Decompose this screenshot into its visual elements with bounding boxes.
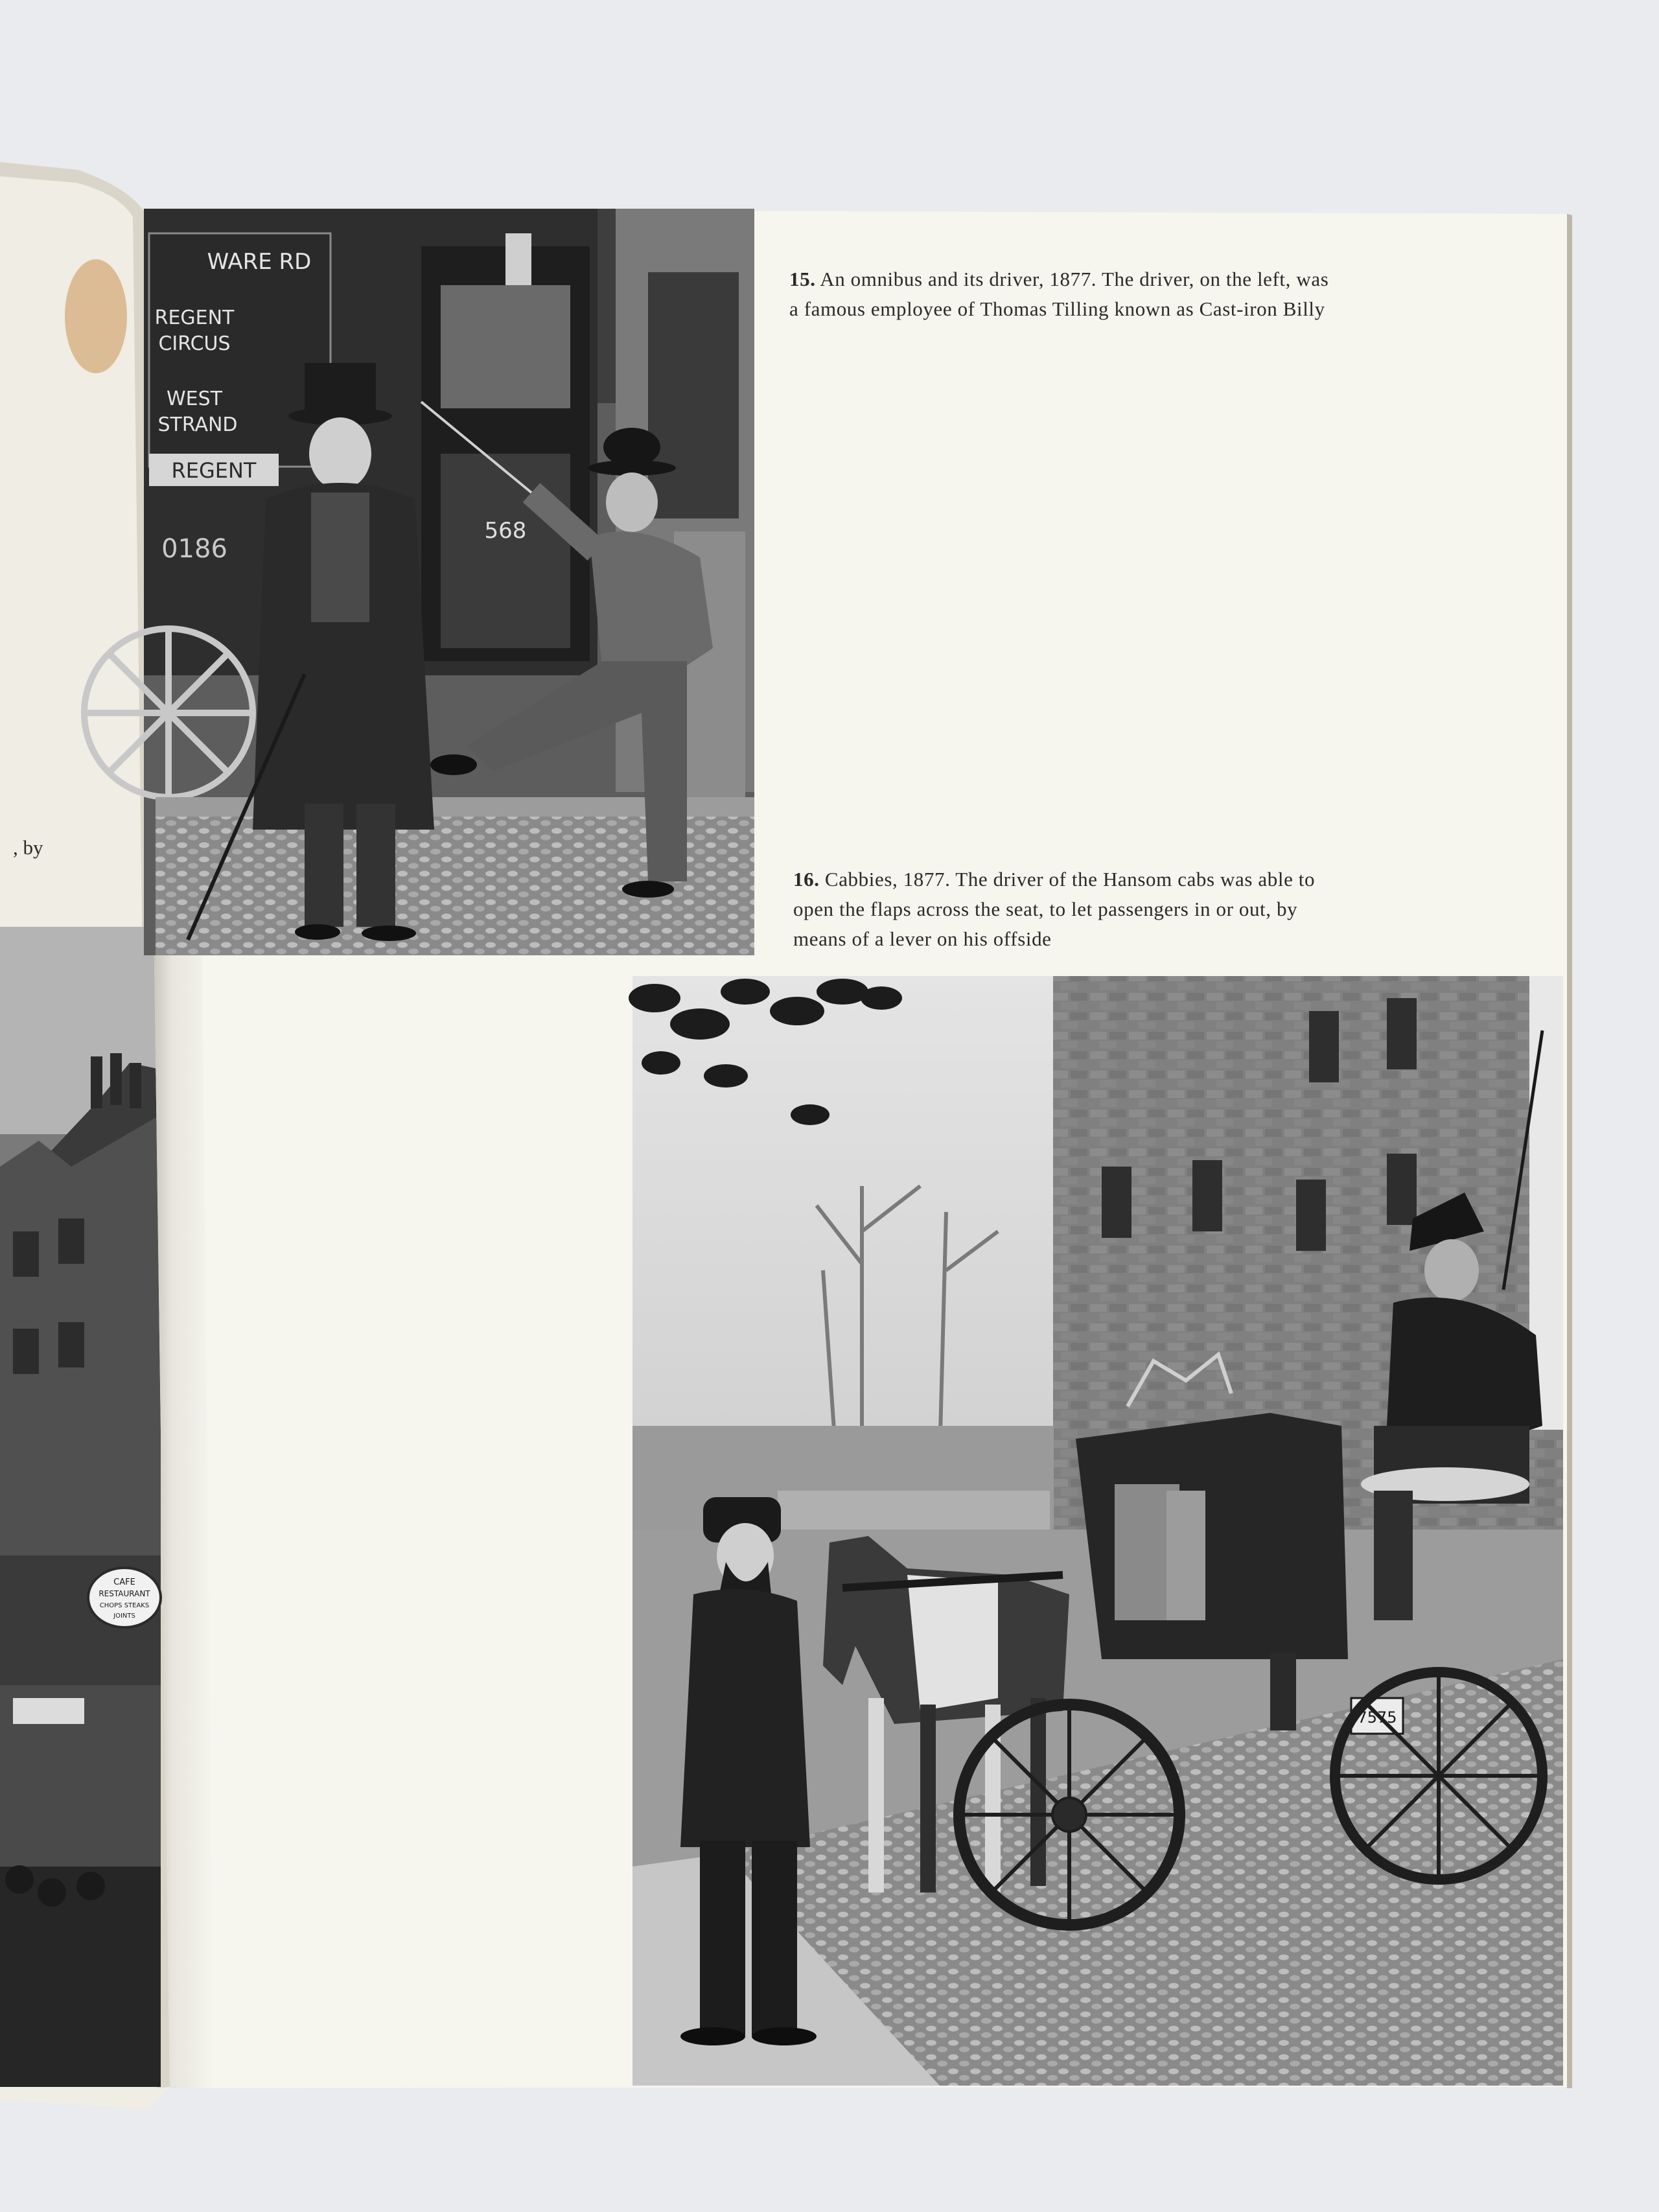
caption-16-line2: open the flaps across the seat, to let passengers in or out, by (793, 898, 1298, 920)
cab-wheel-rear (1335, 1672, 1542, 1880)
caption-15-line2: a famous employee of Thomas Tilling known as Cast-iron Billy (789, 297, 1325, 320)
cab-plate-number: 7575 (1357, 1708, 1397, 1727)
caption-15-line1: An omnibus and its driver, 1877. The driver, on the left, was (820, 268, 1329, 290)
route-ware-rd: WARE RD (207, 249, 312, 275)
route-strand: STRAND (157, 413, 238, 436)
caption-photo-16 (793, 865, 1315, 954)
side-board-regent: REGENT (171, 458, 257, 483)
sign-chops: CHOPS STEAKS (99, 1602, 150, 1609)
left-page-fragment-text: , by (13, 836, 43, 859)
cab-wheel-front (959, 1705, 1179, 1925)
caption-photo-15 (789, 264, 1328, 324)
route-circus: CIRCUS (158, 332, 231, 355)
omnibus-wheel (84, 629, 253, 797)
sign-joints: JOINTS (113, 1612, 135, 1620)
sign-restaurant: RESTAURANT (99, 1589, 150, 1598)
photo-omnibus (84, 209, 754, 955)
stain-mark (65, 259, 127, 373)
fleet-number: 0186 (161, 534, 227, 564)
cafe-sign (88, 1568, 161, 1627)
photo-hansom-cab (629, 976, 1563, 2086)
caption-16-line1: Cabbies, 1877. The driver of the Hansom cabs was able to (824, 868, 1316, 891)
door-number: 568 (484, 518, 527, 544)
caption-16-number: 16. (793, 868, 820, 891)
sign-cafe: CAFE (113, 1578, 135, 1587)
route-regent: REGENT (154, 307, 235, 329)
route-west: WEST (167, 388, 222, 410)
caption-16-line3: means of a lever on his offside (793, 927, 1052, 950)
caption-15-number: 15. (789, 268, 816, 290)
